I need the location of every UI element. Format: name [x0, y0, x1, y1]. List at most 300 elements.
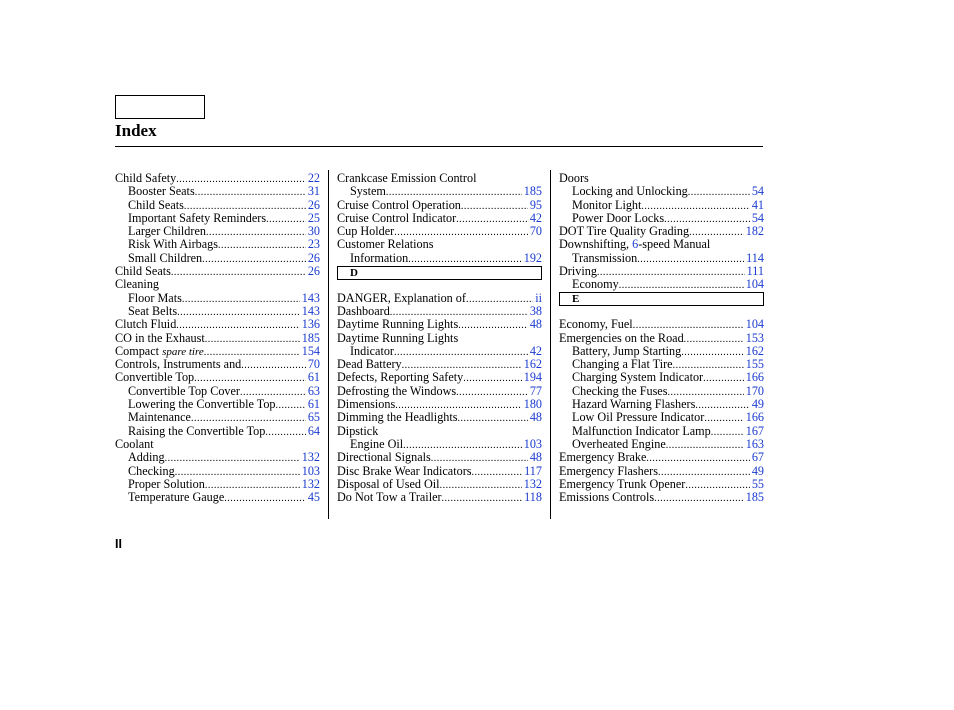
index-entry[interactable]	[115, 265, 320, 278]
entry-text	[572, 199, 641, 212]
index-subentry[interactable]	[115, 385, 320, 398]
page-link[interactable]: 25	[307, 211, 320, 225]
entry-label: Convertible Top Cover	[128, 384, 240, 398]
section-letter-heading: D	[337, 266, 542, 280]
index-subentry[interactable]	[337, 185, 542, 198]
entry-text	[559, 491, 654, 504]
entry-label: Charging System Indicator	[572, 371, 704, 385]
entry-label: DANGER, Explanation of	[337, 291, 466, 305]
page-link[interactable]: 103	[301, 464, 320, 478]
entry-label: Dead Battery	[337, 358, 402, 372]
dot-leader	[408, 252, 522, 265]
index-subentry[interactable]	[115, 478, 320, 491]
page-link[interactable]: 153	[745, 331, 764, 345]
index-entry[interactable]	[337, 225, 542, 238]
index-entry[interactable]	[115, 318, 320, 331]
entry-text	[128, 398, 276, 411]
dot-leader	[431, 451, 528, 464]
page-link[interactable]: 192	[523, 251, 542, 265]
page-link[interactable]: 55	[751, 477, 764, 491]
entry-label: Cup Holder	[337, 225, 395, 239]
index-entry[interactable]	[559, 478, 764, 491]
entry-link-number[interactable]: 6	[632, 238, 639, 252]
header-rule	[115, 146, 763, 147]
index-subentry[interactable]	[337, 438, 542, 451]
entry-label: Changing a Flat Tire	[572, 358, 673, 372]
index-subentry[interactable]	[115, 425, 320, 438]
page-link[interactable]: 104	[745, 278, 764, 292]
dot-leader	[176, 318, 299, 331]
index-subentry[interactable]	[559, 212, 764, 225]
entry-label: Emergency Brake	[559, 451, 647, 465]
page-link[interactable]: 180	[523, 398, 542, 412]
index-entry[interactable]	[115, 345, 320, 358]
entry-text	[559, 238, 710, 251]
dot-leader	[206, 225, 306, 238]
dot-leader	[394, 225, 528, 238]
entry-label: Economy	[572, 278, 619, 292]
entry-label: Cruise Control Operation	[337, 198, 461, 212]
index-subentry[interactable]	[337, 252, 542, 265]
page-link[interactable]: 170	[745, 384, 764, 398]
page-link[interactable]: 61	[307, 398, 320, 412]
dot-leader	[666, 438, 744, 451]
index-entry[interactable]	[559, 265, 764, 278]
index-entry[interactable]	[337, 358, 542, 371]
page-number: II	[115, 537, 122, 551]
entry-text	[337, 425, 378, 438]
index-entry[interactable]	[115, 358, 320, 371]
entry-text	[337, 332, 458, 345]
page-link[interactable]: 166	[745, 371, 764, 385]
index-subentry[interactable]	[115, 212, 320, 225]
dot-leader	[633, 318, 744, 331]
entry-text	[337, 172, 476, 185]
entry-label: Monitor Light	[572, 198, 642, 212]
entry-label: Do Not Tow a Trailer	[337, 491, 442, 505]
dot-leader	[165, 451, 300, 464]
page-link[interactable]: 194	[523, 371, 542, 385]
index-entry	[337, 172, 542, 185]
index-subentry[interactable]	[115, 491, 320, 504]
page-link[interactable]: 26	[307, 198, 320, 212]
entry-text	[128, 252, 202, 265]
entry-text	[559, 451, 646, 464]
dot-leader	[703, 371, 744, 384]
entry-label: Defrosting the Windows	[337, 384, 457, 398]
entry-text	[572, 398, 695, 411]
entry-text	[572, 252, 637, 265]
page-link[interactable]: 117	[524, 464, 542, 478]
entry-label: Defects, Reporting Safety	[337, 371, 464, 385]
index-subentry[interactable]	[559, 371, 764, 384]
page-link[interactable]: 185	[301, 331, 320, 345]
page-link[interactable]: 182	[745, 225, 764, 239]
entry-text	[128, 385, 240, 398]
entry-text	[115, 358, 241, 371]
index-entry[interactable]	[559, 225, 764, 238]
entry-label: Crankcase Emission Control	[337, 172, 477, 185]
dot-leader	[184, 199, 306, 212]
page-link[interactable]: 42	[529, 344, 542, 358]
entry-text	[115, 172, 176, 185]
entry-label: System	[350, 185, 386, 199]
entry-text	[350, 252, 408, 265]
dot-leader	[685, 478, 749, 491]
entry-text	[337, 318, 458, 331]
entry-text	[128, 212, 266, 225]
entry-text	[559, 465, 658, 478]
index-subentry[interactable]	[115, 451, 320, 464]
entry-label: Cruise Control Indicator	[337, 211, 457, 225]
page-link[interactable]: 22	[307, 172, 320, 185]
index-subentry[interactable]	[559, 398, 764, 411]
dot-leader	[171, 265, 306, 278]
index-entry	[337, 238, 542, 251]
entry-label-suffix: -speed Manual	[638, 238, 711, 252]
index-subentry[interactable]	[559, 185, 764, 198]
page-link[interactable]: 26	[307, 265, 320, 279]
page-link[interactable]: 162	[523, 358, 542, 372]
entry-label: Small Children	[128, 251, 203, 265]
page-link[interactable]: 155	[745, 358, 764, 372]
entry-text	[337, 199, 461, 212]
entry-text	[115, 345, 204, 358]
dot-leader	[191, 411, 306, 424]
entry-text	[337, 411, 458, 424]
entry-label: Daytime Running Lights	[337, 318, 459, 332]
index-subentry[interactable]	[559, 438, 764, 451]
entry-text	[128, 199, 184, 212]
entry-text	[572, 212, 664, 225]
page-link[interactable]: 154	[301, 344, 320, 358]
page-link[interactable]: 63	[307, 384, 320, 398]
page-link[interactable]: 31	[307, 185, 320, 199]
page-link[interactable]: 111	[746, 265, 764, 279]
entry-label-italic: spare tire	[162, 345, 204, 358]
entry-text	[572, 438, 666, 451]
page-link[interactable]: 136	[301, 318, 320, 332]
dot-leader	[654, 491, 744, 504]
entry-text	[559, 478, 685, 491]
section-letter-heading: E	[559, 292, 764, 306]
index-subentry[interactable]	[559, 278, 764, 291]
dot-leader	[395, 398, 521, 411]
entry-text	[128, 491, 224, 504]
entry-text	[337, 358, 402, 371]
index-entry[interactable]	[115, 371, 320, 384]
dot-leader	[456, 212, 528, 225]
index-entry[interactable]	[337, 451, 542, 464]
entry-label: Malfunction Indicator Lamp	[572, 424, 711, 438]
index-entry	[115, 438, 320, 451]
entry-label: Dimming the Headlights	[337, 411, 458, 425]
index-entry[interactable]	[559, 451, 764, 464]
entry-text	[337, 398, 395, 411]
page-link[interactable]: 162	[745, 344, 764, 358]
page-title: Index	[115, 121, 157, 140]
index-subentry[interactable]	[115, 185, 320, 198]
index-entry[interactable]	[559, 465, 764, 478]
dot-leader	[205, 478, 300, 491]
entry-label: Low Oil Pressure Indicator	[572, 411, 705, 425]
page-link[interactable]: 45	[307, 491, 320, 505]
index-entry[interactable]	[559, 491, 764, 504]
index-subentry[interactable]	[559, 252, 764, 265]
dot-leader	[472, 465, 523, 478]
entry-text	[350, 438, 403, 451]
entry-label: Driving	[559, 265, 597, 279]
index-subentry[interactable]	[115, 411, 320, 424]
entry-label: Larger Children	[128, 225, 206, 239]
index-entry[interactable]	[337, 491, 542, 504]
entry-text	[559, 265, 597, 278]
entry-label: Overheated Engine	[572, 437, 666, 451]
entry-label: Maintenance	[128, 411, 191, 425]
entry-label: Booster Seats	[128, 185, 195, 199]
entry-label: DOT Tire Quality Grading	[559, 225, 690, 239]
dot-leader	[194, 371, 306, 384]
index-entry[interactable]	[559, 332, 764, 345]
index-subentry[interactable]	[115, 465, 320, 478]
page-link[interactable]: ii	[535, 291, 542, 305]
page-link[interactable]: 49	[751, 464, 764, 478]
page-link[interactable]: 70	[529, 225, 542, 239]
entry-text	[337, 478, 440, 491]
page-link[interactable]: 30	[307, 225, 320, 239]
entry-label: Downshifting,	[559, 238, 633, 252]
entry-label: Emergency Flashers	[559, 464, 658, 478]
entry-label: Locking and Unlocking	[572, 185, 688, 199]
index-entry[interactable]	[337, 212, 542, 225]
entry-text	[128, 292, 182, 305]
page-link[interactable]: 167	[745, 424, 764, 438]
index-entry[interactable]	[337, 199, 542, 212]
page-link[interactable]: 61	[307, 371, 320, 385]
page-link[interactable]: 26	[307, 251, 320, 265]
index-subentry[interactable]	[115, 225, 320, 238]
index-entry[interactable]	[337, 371, 542, 384]
index-entry[interactable]	[337, 385, 542, 398]
dot-leader	[175, 465, 300, 478]
entry-label: Important Safety Reminders	[128, 211, 267, 225]
entry-text	[115, 265, 171, 278]
page-link[interactable]: 38	[529, 304, 542, 318]
entry-text	[115, 438, 154, 451]
page-link[interactable]: 41	[751, 198, 764, 212]
dot-leader	[688, 185, 750, 198]
entry-text	[337, 305, 390, 318]
entry-label: Hazard Warning Flashers	[572, 398, 696, 412]
entry-text	[115, 278, 159, 291]
page-link[interactable]: 103	[523, 437, 542, 451]
index-entry[interactable]	[115, 332, 320, 345]
index-column-3	[559, 172, 764, 504]
entry-label: Emergencies on the Road	[559, 331, 684, 345]
entry-text	[559, 172, 589, 185]
entry-label: Checking	[128, 464, 175, 478]
index-subentry[interactable]	[115, 238, 320, 251]
page-link[interactable]: 54	[751, 185, 764, 199]
column-divider	[328, 170, 329, 519]
entry-text	[337, 238, 433, 251]
index-subentry[interactable]	[337, 345, 542, 358]
page-link[interactable]: 114	[746, 251, 764, 265]
entry-text	[115, 371, 194, 384]
entry-label: Controls, Instruments and	[115, 358, 242, 372]
index-subentry[interactable]	[559, 385, 764, 398]
dot-leader	[402, 358, 522, 371]
index-entry[interactable]	[337, 305, 542, 318]
dot-leader	[177, 305, 300, 318]
entry-label: Temperature Gauge	[128, 491, 225, 505]
index-entry[interactable]	[337, 411, 542, 424]
page-link[interactable]: 143	[301, 304, 320, 318]
index-entry[interactable]	[337, 398, 542, 411]
entry-label: Daytime Running Lights	[337, 331, 459, 345]
entry-text	[337, 371, 463, 384]
page-link[interactable]: 67	[751, 451, 764, 465]
dot-leader	[673, 358, 744, 371]
entry-label: Indicator	[350, 344, 394, 358]
entry-text	[572, 411, 704, 424]
index-subentry[interactable]	[559, 358, 764, 371]
index-entry[interactable]	[337, 318, 542, 331]
section-tab-box	[115, 95, 205, 119]
page-link[interactable]: 118	[524, 491, 542, 505]
index-subentry[interactable]	[115, 398, 320, 411]
entry-label: Customer Relations	[337, 238, 434, 252]
page-link[interactable]: 48	[529, 451, 542, 465]
entry-text	[572, 425, 711, 438]
entry-label: Emissions Controls	[559, 491, 655, 505]
page-link[interactable]: 23	[307, 238, 320, 252]
page-link[interactable]: 143	[301, 291, 320, 305]
dot-leader	[681, 345, 743, 358]
entry-text	[128, 225, 206, 238]
entry-label: Cleaning	[115, 278, 160, 292]
entry-label: Dipstick	[337, 424, 379, 438]
entry-label: Compact	[115, 344, 160, 358]
index-subentry[interactable]	[559, 345, 764, 358]
entry-label: Power Door Locks	[572, 211, 665, 225]
entry-label: Disposal of Used Oil	[337, 477, 440, 491]
dot-leader	[664, 212, 750, 225]
dot-leader	[458, 411, 528, 424]
entry-text	[572, 358, 673, 371]
entry-text	[559, 318, 633, 331]
entry-label: Disc Brake Wear Indicators	[337, 464, 472, 478]
entry-text	[115, 318, 176, 331]
entry-text	[350, 185, 386, 198]
dot-leader	[394, 345, 528, 358]
entry-label: CO in the Exhaust	[115, 331, 205, 345]
page-link[interactable]: 48	[529, 411, 542, 425]
dot-leader	[597, 265, 745, 278]
dot-leader	[711, 425, 744, 438]
page-link[interactable]: 64	[307, 424, 320, 438]
index-entry	[337, 425, 542, 438]
index-column-1	[115, 172, 320, 504]
dot-leader	[695, 398, 749, 411]
page-link[interactable]: 49	[751, 398, 764, 412]
dot-leader	[195, 185, 306, 198]
index-subentry[interactable]	[115, 199, 320, 212]
index-subentry[interactable]	[559, 425, 764, 438]
index-subentry[interactable]	[115, 292, 320, 305]
index-subentry[interactable]	[115, 252, 320, 265]
index-subentry[interactable]	[559, 411, 764, 424]
entry-label: Child Safety	[115, 172, 177, 185]
page-link[interactable]: 70	[307, 358, 320, 372]
entry-text	[572, 345, 681, 358]
page-link[interactable]: 185	[523, 185, 542, 199]
entry-text	[128, 465, 175, 478]
index-entry[interactable]	[115, 172, 320, 185]
entry-label: Raising the Convertible Top	[128, 424, 266, 438]
entry-text	[337, 465, 472, 478]
page-link[interactable]: 163	[745, 437, 764, 451]
dot-leader	[240, 385, 306, 398]
dot-leader	[390, 305, 528, 318]
dot-leader	[204, 345, 300, 358]
index-subentry[interactable]	[559, 199, 764, 212]
dot-leader	[461, 199, 528, 212]
page-link[interactable]: 77	[529, 384, 542, 398]
page-link[interactable]: 185	[745, 491, 764, 505]
page-link[interactable]: 95	[529, 198, 542, 212]
dot-leader	[176, 172, 306, 185]
page-link[interactable]: 166	[745, 411, 764, 425]
page-link[interactable]: 42	[529, 211, 542, 225]
index-entry	[115, 278, 320, 291]
dot-leader	[241, 358, 306, 371]
index-entry[interactable]	[337, 292, 542, 305]
dot-leader	[466, 292, 533, 305]
page-link[interactable]: 65	[307, 411, 320, 425]
page-link[interactable]: 104	[745, 318, 764, 332]
dot-leader	[265, 425, 305, 438]
entry-text	[128, 411, 191, 424]
dot-leader	[205, 332, 300, 345]
entry-text	[350, 345, 394, 358]
entry-label: Doors	[559, 172, 589, 185]
dot-leader	[442, 491, 523, 504]
page-link[interactable]: 54	[751, 211, 764, 225]
index-subentry[interactable]	[115, 305, 320, 318]
page-link[interactable]: 132	[301, 477, 320, 491]
dot-leader	[684, 332, 744, 345]
index-entry[interactable]	[559, 318, 764, 331]
entry-label: Adding	[128, 451, 165, 465]
index-entry[interactable]	[337, 465, 542, 478]
page-link[interactable]: 132	[523, 477, 542, 491]
entry-label: Child Seats	[128, 198, 184, 212]
dot-leader	[440, 478, 522, 491]
entry-text	[337, 292, 466, 305]
dot-leader	[182, 292, 300, 305]
entry-text	[128, 478, 205, 491]
entry-label: Proper Solution	[128, 477, 205, 491]
page-link[interactable]: 132	[301, 451, 320, 465]
page-link[interactable]: 48	[529, 318, 542, 332]
index-entry[interactable]	[337, 478, 542, 491]
entry-label: Economy, Fuel	[559, 318, 633, 332]
dot-leader	[619, 278, 744, 291]
entry-label: Clutch Fluid	[115, 318, 177, 332]
entry-text	[128, 425, 265, 438]
entry-text	[128, 305, 177, 318]
